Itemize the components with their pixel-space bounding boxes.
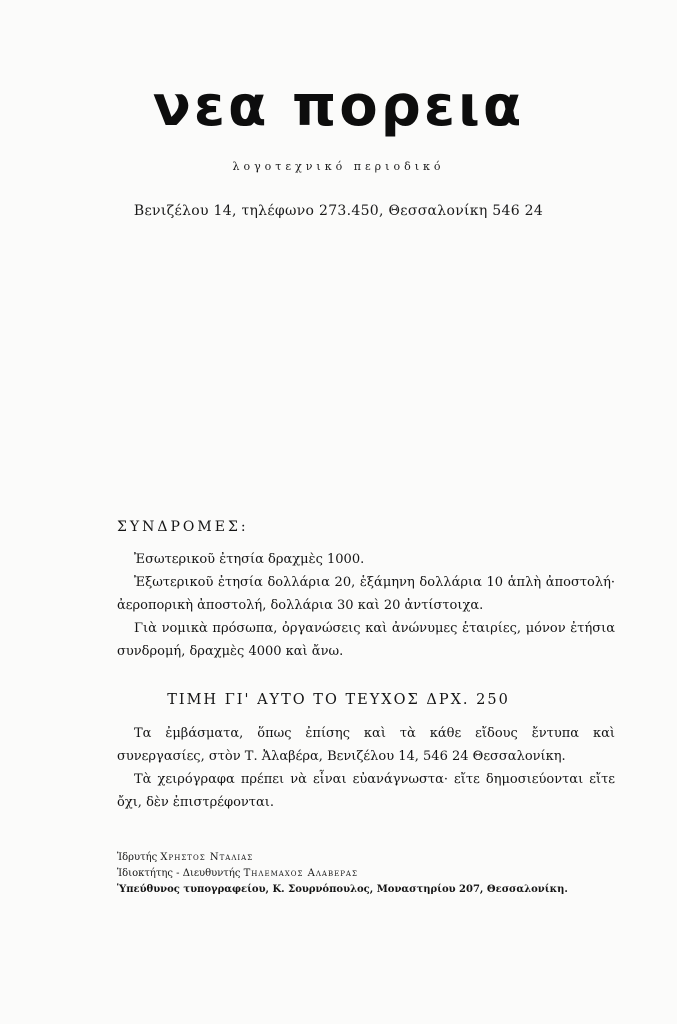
subscriptions-section <box>117 548 615 663</box>
credit-founder <box>117 850 617 866</box>
subscriptions-abroad: Ἐξωτερικοῦ ἐτησία δολλάρια 20, ἑξάμηνη δολλάρια 10 ἁπλὴ ἀποστολή· ἀεροπορικὴ ἀποστολή, δολλάρια 30 καὶ 20 ἀντίστοιχα. <box>117 575 615 613</box>
owner-name: Τηλεμαχος Αλαβερας <box>243 868 358 879</box>
issue-price: ΤΙΜΗ ΓΙ' ΑΥΤΟ ΤΟ ΤΕΥΧΟΣ ΔΡΧ. 250 <box>167 692 510 708</box>
founder-name: Χρηστος Νταλιας <box>160 852 254 863</box>
owner-role: Ἱδιοκτήτης - Διευθυντής <box>117 868 241 879</box>
credit-owner <box>117 866 617 882</box>
info-remittances: Τα ἐμβάσματα, ὅπως ἐπίσης καὶ τὰ κάθε εἴδους ἔντυπα καὶ συνεργασίες, στὸν Τ. Ἀλαβέρα, Βενιζέλου 14, 546 24 Θεσσαλονίκη. <box>117 726 615 764</box>
info-section <box>117 722 615 814</box>
credit-printer: Ὑπεύθυνος τυπογραφείου, Κ. Σουρνόπουλος, Μοναστηρίου 207, Θεσσαλονίκη. <box>117 884 568 895</box>
subscriptions-organizations: Γιὰ νομικὰ πρόσωπα, ὀργανώσεις καὶ ἀνώνυμες ἑταιρίες, μόνον ἐτήσια συνδρομή, δραχμὲς 4000 καὶ ἄνω. <box>117 621 615 659</box>
info-manuscripts: Τὰ χειρόγραφα πρέπει νὰ εἶναι εὐανάγνωστα· εἴτε δημοσιεύονται εἴτε ὄχι, δὲν ἐπιστρέφονται. <box>117 772 615 810</box>
magazine-address: Βενιζέλου 14, τηλέφωνο 273.450, Θεσσαλονίκη 546 24 <box>133 203 544 219</box>
credits-section <box>117 850 617 898</box>
founder-role: Ἱδρυτής <box>117 852 158 863</box>
subscriptions-domestic: Ἐσωτερικοῦ ἐτησία δραχμὲς 1000. <box>134 552 365 567</box>
subscriptions-heading: ΣΥΝΔΡΟΜΕΣ: <box>117 519 249 535</box>
magazine-title: νεα πορεια <box>152 74 525 139</box>
magazine-subtitle: λογοτεχνικό περιοδικό <box>232 160 445 173</box>
